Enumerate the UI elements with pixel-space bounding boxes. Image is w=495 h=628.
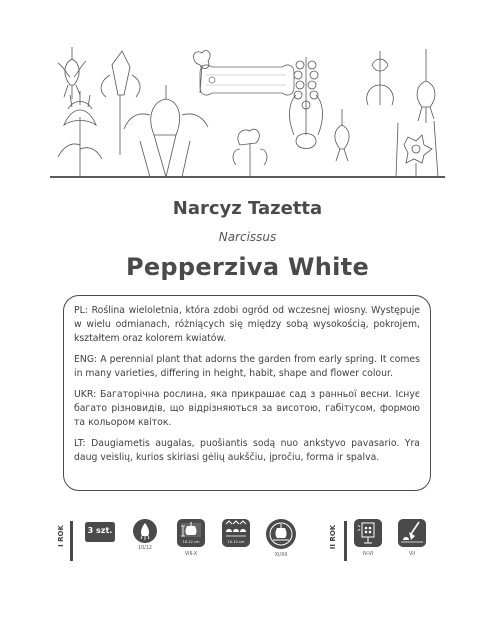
botanical-illustration [50,45,445,177]
planting-depth-caption: VIII-X [184,552,198,557]
label-badge [200,65,294,95]
bulb-illustration-left [58,47,86,99]
year-one-label: I ROK [56,525,65,547]
bulb-size-icon [132,518,158,544]
product-latin-name: Narcissus [218,230,277,244]
snowdrop-illustration [367,51,394,105]
description-box [63,295,431,491]
product-variety-name: Pepperziva White [125,253,370,281]
bulb-illustration-right [335,49,435,161]
year-one-bar [70,521,73,561]
fritillaria-illustration [58,91,102,177]
iris-illustration [101,51,140,155]
calendar-caption: IV-VI [362,552,374,557]
quantity-badge-text: 3 szt. [87,526,113,535]
year-two-label: II ROK [329,524,338,550]
calendar-icon [353,518,383,548]
hyacinth-illustration [290,57,323,149]
sunlight-icon [265,518,297,550]
description-lt: LT: Daugiametis augalas, puošiantis sodą nuo ankstyvo pavasario. Yra daug veislių, kurios skiriasi gėlių aukščiu, įpročiu, forma ir spalva. [74,438,420,463]
planting-depth-text: 10-12 cm [182,540,200,544]
description-ukr: UKR: Багаторічна рослина, яка прикрашає сад з ранньої весни. Існує багато різновидів, що відрізняються за висотою, габітусом, формою та кольором квіток. [74,389,420,428]
sunlight-caption: XI/XII [274,553,288,558]
dig-up-caption: VII [408,552,416,557]
tulip-illustration [124,85,208,177]
year-two-bar [344,521,347,561]
product-common-name: Narcyz Tazetta [172,198,323,219]
bulb-spacing-text: 10-12 cm [227,540,245,544]
header-divider [50,176,445,178]
bulb-size-caption: 10/12 [138,546,152,551]
dig-up-icon [397,518,427,548]
crocus-illustration [194,51,267,177]
description-pl: PL: Roślina wieloletnia, która zdobi ogród od wczesnej wiosny. Występuje w wielu odmianach, różniących się między sobą wysokością, pokrojem, kształtem oraz kolorem kwiatów. [74,305,420,344]
description-eng: ENG: A perennial plant that adorns the garden from early spring. It comes in many varieties, differing in height, habit, shape and flower colour. [74,354,420,379]
daffodil-illustration [396,121,438,177]
